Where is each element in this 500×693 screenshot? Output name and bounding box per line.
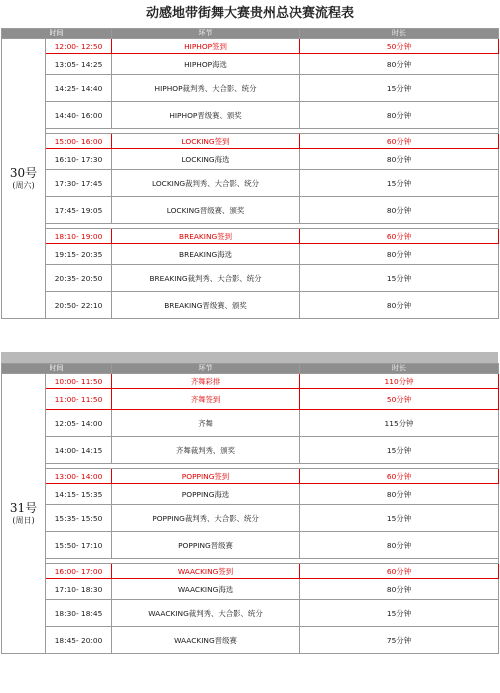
segment-cell: BREAKING裁判秀、大合影、统分 <box>112 265 300 292</box>
schedule-row <box>2 39 499 54</box>
segment-cell: BREAKING海选 <box>112 244 300 265</box>
duration-cell: 110分钟 <box>300 374 499 389</box>
table-header-row <box>2 364 499 374</box>
time-cell: 10:00- 11:50 <box>46 374 112 389</box>
duration-cell: 50分钟 <box>300 39 499 54</box>
schedule-row <box>2 244 499 265</box>
duration-cell: 15分钟 <box>300 75 499 102</box>
schedule-row <box>2 229 499 244</box>
duration-cell: 60分钟 <box>300 134 499 149</box>
header-duration: 时长 <box>300 364 499 374</box>
time-cell: 17:10- 18:30 <box>46 579 112 600</box>
schedule-row <box>2 532 499 559</box>
time-cell: 15:50- 17:10 <box>46 532 112 559</box>
segment-cell: HIPHOP晋级赛、颁奖 <box>112 102 300 129</box>
time-cell: 19:15- 20:35 <box>46 244 112 265</box>
day-label: 30号 <box>9 165 38 180</box>
duration-cell: 115分钟 <box>300 410 499 437</box>
header-time: 时间 <box>2 364 112 374</box>
day-schedule-table <box>1 28 499 319</box>
time-cell: 16:10- 17:30 <box>46 149 112 170</box>
duration-cell: 50分钟 <box>300 389 499 410</box>
time-cell: 18:45- 20:00 <box>46 627 112 654</box>
time-cell: 17:45- 19:05 <box>46 197 112 224</box>
segment-cell: WAACKING裁判秀、大合影、统分 <box>112 600 300 627</box>
segment-cell: 齐舞彩排 <box>112 374 300 389</box>
duration-cell: 60分钟 <box>300 564 499 579</box>
schedule-row <box>2 134 499 149</box>
header-segment: 环节 <box>112 364 300 374</box>
time-cell: 14:40- 16:00 <box>46 102 112 129</box>
duration-cell: 15分钟 <box>300 600 499 627</box>
segment-cell: 齐舞签到 <box>112 389 300 410</box>
duration-cell: 60分钟 <box>300 469 499 484</box>
schedule-row <box>2 54 499 75</box>
duration-cell: 80分钟 <box>300 579 499 600</box>
time-cell: 14:25- 14:40 <box>46 75 112 102</box>
schedule-row <box>2 564 499 579</box>
header-segment: 环节 <box>112 29 300 39</box>
schedule-row <box>2 197 499 224</box>
schedule-row <box>2 149 499 170</box>
segment-cell: BREAKING晋级赛、颁奖 <box>112 292 300 319</box>
segment-cell: LOCKING海选 <box>112 149 300 170</box>
time-cell: 14:00- 14:15 <box>46 437 112 464</box>
time-cell: 15:00- 16:00 <box>46 134 112 149</box>
day-label-cell <box>2 39 46 319</box>
duration-cell: 15分钟 <box>300 505 499 532</box>
segment-cell: LOCKING签到 <box>112 134 300 149</box>
segment-cell: HIPHOP裁判秀、大合影、统分 <box>112 75 300 102</box>
header-time: 时间 <box>2 29 112 39</box>
day-weekday: (周日) <box>12 515 35 525</box>
time-cell: 13:00- 14:00 <box>46 469 112 484</box>
day-weekday: (周六) <box>12 180 35 190</box>
time-cell: 18:30- 18:45 <box>46 600 112 627</box>
schedule-row <box>2 627 499 654</box>
segment-cell: WAACKING海选 <box>112 579 300 600</box>
duration-cell: 80分钟 <box>300 484 499 505</box>
segment-cell: POPPING晋级赛 <box>112 532 300 559</box>
segment-cell: WAACKING晋级赛 <box>112 627 300 654</box>
time-cell: 13:05- 14:25 <box>46 54 112 75</box>
segment-cell: LOCKING晋级赛、颁奖 <box>112 197 300 224</box>
schedule-row <box>2 579 499 600</box>
schedule-row <box>2 469 499 484</box>
time-cell: 16:00- 17:00 <box>46 564 112 579</box>
schedule-row <box>2 265 499 292</box>
table-header-row <box>2 29 499 39</box>
segment-cell: POPPING海选 <box>112 484 300 505</box>
schedule-row <box>2 102 499 129</box>
day-schedule-table <box>1 363 499 654</box>
segment-cell: WAACKING签到 <box>112 564 300 579</box>
day-label: 31号 <box>9 500 38 515</box>
segment-cell: POPPING签到 <box>112 469 300 484</box>
segment-cell: 齐舞 <box>112 410 300 437</box>
time-cell: 12:00- 12:50 <box>46 39 112 54</box>
segment-cell: HIPHOP签到 <box>112 39 300 54</box>
schedule-row <box>2 374 499 389</box>
schedule-row <box>2 170 499 197</box>
duration-cell: 80分钟 <box>300 54 499 75</box>
segment-cell: LOCKING裁判秀、大合影、统分 <box>112 170 300 197</box>
schedule-row <box>2 437 499 464</box>
schedule-row <box>2 600 499 627</box>
duration-cell: 15分钟 <box>300 170 499 197</box>
duration-cell: 80分钟 <box>300 244 499 265</box>
segment-cell: BREAKING签到 <box>112 229 300 244</box>
time-cell: 12:05- 14:00 <box>46 410 112 437</box>
header-duration: 时长 <box>300 29 499 39</box>
duration-cell: 80分钟 <box>300 149 499 170</box>
duration-cell: 60分钟 <box>300 229 499 244</box>
duration-cell: 75分钟 <box>300 627 499 654</box>
time-cell: 17:30- 17:45 <box>46 170 112 197</box>
duration-cell: 80分钟 <box>300 197 499 224</box>
time-cell: 20:50- 22:10 <box>46 292 112 319</box>
schedule-row <box>2 484 499 505</box>
segment-cell: 齐舞裁判秀、颁奖 <box>112 437 300 464</box>
time-cell: 18:10- 19:00 <box>46 229 112 244</box>
time-cell: 11:00- 11:50 <box>46 389 112 410</box>
duration-cell: 80分钟 <box>300 532 499 559</box>
time-cell: 14:15- 15:35 <box>46 484 112 505</box>
time-cell: 20:35- 20:50 <box>46 265 112 292</box>
schedule-row <box>2 292 499 319</box>
schedule-row <box>2 505 499 532</box>
day-separator <box>1 352 498 363</box>
schedule-row <box>2 389 499 410</box>
segment-cell: HIPHOP海选 <box>112 54 300 75</box>
schedule-row <box>2 410 499 437</box>
duration-cell: 80分钟 <box>300 102 499 129</box>
day-label-cell <box>2 374 46 654</box>
page-title: 动感地带街舞大赛贵州总决赛流程表 <box>145 6 354 21</box>
schedule-row <box>2 75 499 102</box>
segment-cell: POPPING裁判秀、大合影、统分 <box>112 505 300 532</box>
duration-cell: 15分钟 <box>300 437 499 464</box>
duration-cell: 80分钟 <box>300 292 499 319</box>
duration-cell: 15分钟 <box>300 265 499 292</box>
time-cell: 15:35- 15:50 <box>46 505 112 532</box>
